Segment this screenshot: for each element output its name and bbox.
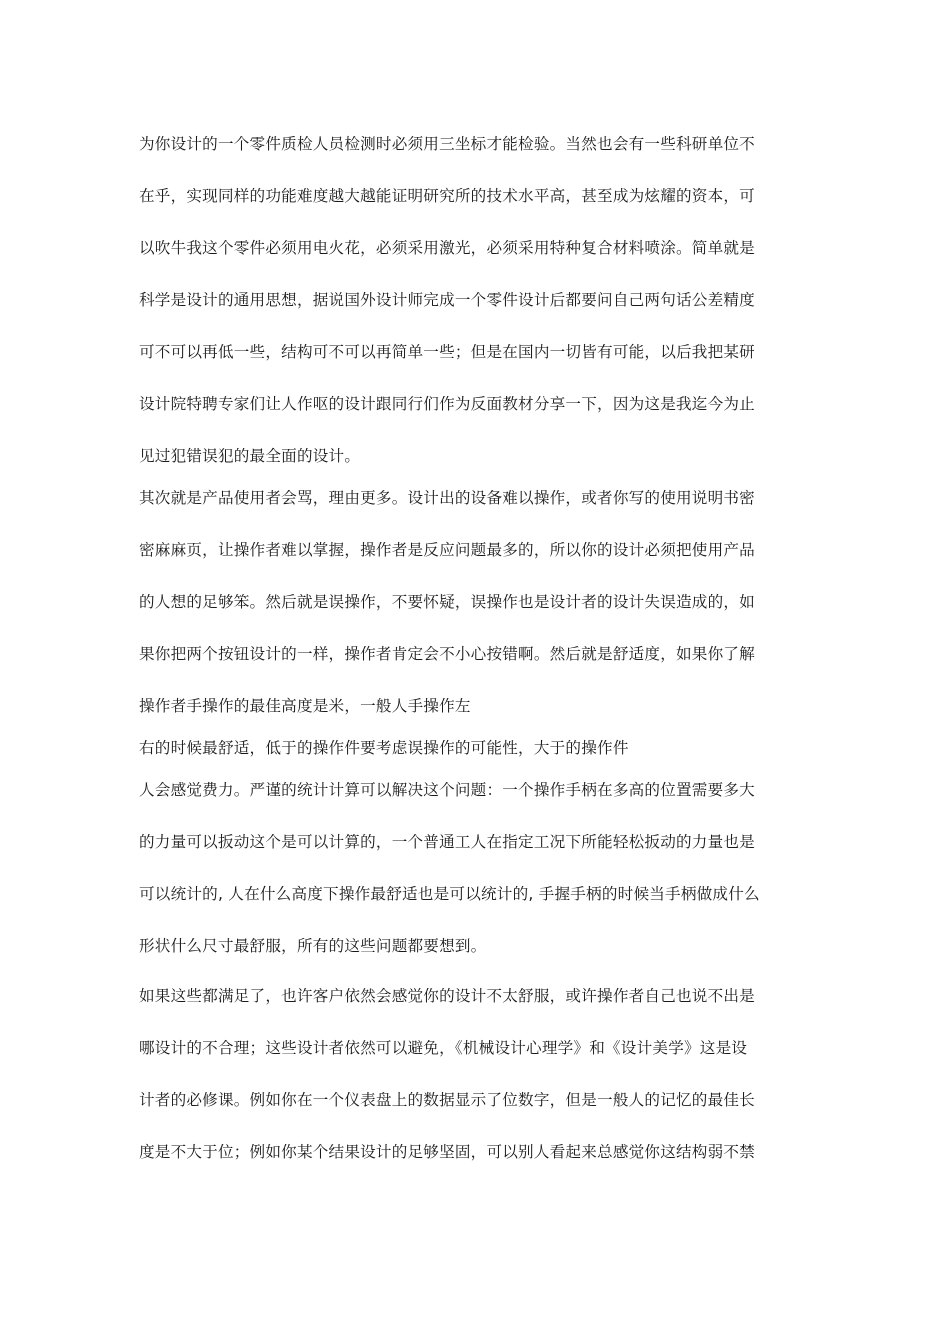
text-line: 的力量可以扳动这个是可以计算的，一个普通工人在指定工况下所能轻松扳动的力量也是 xyxy=(139,833,755,851)
text-line: 设计院特聘专家们让人作呕的设计跟同行们作为反面教材分享一下，因为这是我迄今为止 xyxy=(139,395,755,413)
text-line: 度是不大于位；例如你某个结果设计的足够坚固，可以别人看起来总感觉你这结构弱不禁 xyxy=(139,1143,755,1161)
text-line: 如果这些都满足了，也许客户依然会感觉你的设计不太舒服，或许操作者自己也说不出是 xyxy=(139,987,755,1005)
text-line: 为你设计的一个零件质检人员检测时必须用三坐标才能检验。当然也会有一些科研单位不 xyxy=(139,135,755,153)
text-line: 的人想的足够笨。然后就是误操作，不要怀疑，误操作也是设计者的设计失误造成的，如 xyxy=(139,593,755,611)
text-line: 人会感觉费力。严谨的统计计算可以解决这个问题：一个操作手柄在多高的位置需要多大 xyxy=(139,781,755,799)
text-line: 右的时候最舒适，低于的操作件要考虑误操作的可能性，大于的操作件 xyxy=(139,739,629,757)
text-line: 在乎，实现同样的功能难度越大越能证明研究所的技术水平高，甚至成为炫耀的资本，可 xyxy=(139,187,755,205)
text-line: 其次就是产品使用者会骂，理由更多。设计出的设备难以操作，或者你写的使用说明书密 xyxy=(139,489,755,507)
text-line: 见过犯错误犯的最全面的设计。 xyxy=(139,447,361,465)
text-line: 密麻麻页，让操作者难以掌握，操作者是反应问题最多的，所以你的设计必须把使用产品 xyxy=(139,541,755,559)
text-line: 以吹牛我这个零件必须用电火花，必须采用激光，必须采用特种复合材料喷涂。简单就是 xyxy=(139,239,755,257)
text-line: 可不可以再低一些，结构可不可以再简单一些；但是在国内一切皆有可能，以后我把某研 xyxy=(139,343,755,361)
text-line: 哪设计的不合理；这些设计者依然可以避免，《机械设计心理学》和《设计美学》这是设 xyxy=(139,1039,748,1057)
text-line: 形状什么尺寸最舒服，所有的这些问题都要想到。 xyxy=(139,937,487,955)
text-line: 科学是设计的通用思想，据说国外设计师完成一个零件设计后都要问自己两句话公差精度 xyxy=(139,291,755,309)
text-line: 可以统计的, 人在什么高度下操作最舒适也是可以统计的, 手握手柄的时候当手柄做成什么 xyxy=(139,885,760,903)
text-line: 计者的必修课。例如你在一个仪表盘上的数据显示了位数字，但是一般人的记忆的最佳长 xyxy=(139,1091,755,1109)
text-line: 操作者手操作的最佳高度是米，一般人手操作左 xyxy=(139,697,471,715)
text-line: 果你把两个按钮设计的一样，操作者肯定会不小心按错啊。然后就是舒适度，如果你了解 xyxy=(139,645,755,663)
